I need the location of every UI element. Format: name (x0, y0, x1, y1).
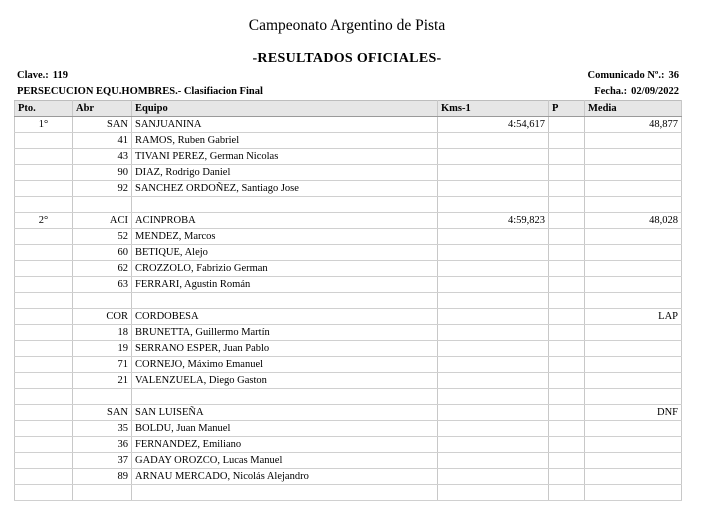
team-name: SANJUANINA (132, 117, 438, 133)
comunicado-value: 36 (668, 70, 679, 81)
rider-number: 89 (73, 469, 132, 485)
team-media: LAP (585, 309, 682, 325)
rider-name: BETIQUE, Alejo (132, 245, 438, 261)
rider-name: SERRANO ESPER, Juan Pablo (132, 341, 438, 357)
spacer-row (15, 197, 682, 213)
rider-number: 21 (73, 373, 132, 389)
col-media: Media (585, 101, 682, 117)
rider-number: 52 (73, 229, 132, 245)
col-kms: Kms-1 (438, 101, 549, 117)
spacer-row (15, 293, 682, 309)
table-header-row (15, 101, 682, 117)
rider-row (15, 277, 682, 293)
rider-number: 35 (73, 421, 132, 437)
team-media: DNF (585, 405, 682, 421)
comunicado (588, 70, 679, 81)
rider-number: 36 (73, 437, 132, 453)
team-media: 48,028 (585, 213, 682, 229)
team-name: CORDOBESA (132, 309, 438, 325)
team-abbr: COR (73, 309, 132, 325)
rider-name: BRUNETTA, Guillermo Martín (132, 325, 438, 341)
rider-name: MENDEZ, Marcos (132, 229, 438, 245)
rider-name: CORNEJO, Máximo Emanuel (132, 357, 438, 373)
rider-name: TIVANI PEREZ, German Nicolas (132, 149, 438, 165)
fecha (594, 86, 679, 97)
clave-label: Clave.: (17, 70, 49, 81)
comunicado-label: Comunicado Nº.: (587, 70, 665, 81)
col-abr: Abr (73, 101, 132, 117)
rider-name: SANCHEZ ORDOÑEZ, Santiago Jose (132, 181, 438, 197)
fecha-label: Fecha.: (594, 86, 628, 97)
rider-name: DIAZ, Rodrigo Daniel (132, 165, 438, 181)
rider-name: FERRARI, Agustin Román (132, 277, 438, 293)
team-time (438, 405, 549, 421)
rider-row (15, 261, 682, 277)
team-position (15, 405, 73, 421)
rider-row (15, 133, 682, 149)
rider-row (15, 421, 682, 437)
team-abbr: ACI (73, 213, 132, 229)
rider-number: 19 (73, 341, 132, 357)
team-media: 48,877 (585, 117, 682, 133)
col-p: P (549, 101, 585, 117)
team-position (15, 309, 73, 325)
col-equipo: Equipo (132, 101, 438, 117)
rider-row (15, 149, 682, 165)
team-row (15, 213, 682, 229)
team-p (549, 213, 585, 229)
rider-name: FERNANDEZ, Emiliano (132, 437, 438, 453)
team-abbr: SAN (73, 405, 132, 421)
rider-name: CROZZOLO, Fabrizio German (132, 261, 438, 277)
rider-row (15, 341, 682, 357)
team-time: 4:54,617 (438, 117, 549, 133)
team-name: ACINPROBA (132, 213, 438, 229)
team-position: 1° (15, 117, 73, 133)
clave-value: 119 (52, 70, 68, 81)
rider-name: ARNAU MERCADO, Nicolás Alejandro (132, 469, 438, 485)
clave (17, 70, 68, 81)
team-p (549, 405, 585, 421)
rider-number: 90 (73, 165, 132, 181)
team-time (438, 309, 549, 325)
results-table (14, 100, 682, 501)
rider-number: 92 (73, 181, 132, 197)
rider-row (15, 469, 682, 485)
spacer-row (15, 485, 682, 501)
rider-row (15, 229, 682, 245)
rider-row (15, 373, 682, 389)
rider-number: 37 (73, 453, 132, 469)
rider-row (15, 325, 682, 341)
team-position: 2° (15, 213, 73, 229)
rider-name: GADAY OROZCO, Lucas Manuel (132, 453, 438, 469)
team-time: 4:59,823 (438, 213, 549, 229)
rider-row (15, 245, 682, 261)
rider-row (15, 181, 682, 197)
team-p (549, 309, 585, 325)
event-name: PERSECUCION EQU.HOMBRES.- Clasifiacion Final (17, 86, 263, 97)
rider-row (15, 357, 682, 373)
rider-number: 18 (73, 325, 132, 341)
fecha-value: 02/09/2022 (631, 86, 679, 97)
document-title: Campeonato Argentino de Pista (248, 17, 446, 34)
rider-name: VALENZUELA, Diego Gaston (132, 373, 438, 389)
rider-row (15, 453, 682, 469)
document-subtitle: -RESULTADOS OFICIALES- (252, 51, 442, 66)
rider-row (15, 437, 682, 453)
team-p (549, 117, 585, 133)
rider-number: 71 (73, 357, 132, 373)
rider-number: 43 (73, 149, 132, 165)
rider-number: 63 (73, 277, 132, 293)
col-pto: Pto. (15, 101, 73, 117)
team-row (15, 405, 682, 421)
rider-number: 62 (73, 261, 132, 277)
rider-row (15, 165, 682, 181)
team-row (15, 117, 682, 133)
spacer-row (15, 389, 682, 405)
rider-name: RAMOS, Ruben Gabriel (132, 133, 438, 149)
team-name: SAN LUISEÑA (132, 405, 438, 421)
rider-name: BOLDU, Juan Manuel (132, 421, 438, 437)
team-abbr: SAN (73, 117, 132, 133)
team-row (15, 309, 682, 325)
rider-number: 41 (73, 133, 132, 149)
rider-number: 60 (73, 245, 132, 261)
